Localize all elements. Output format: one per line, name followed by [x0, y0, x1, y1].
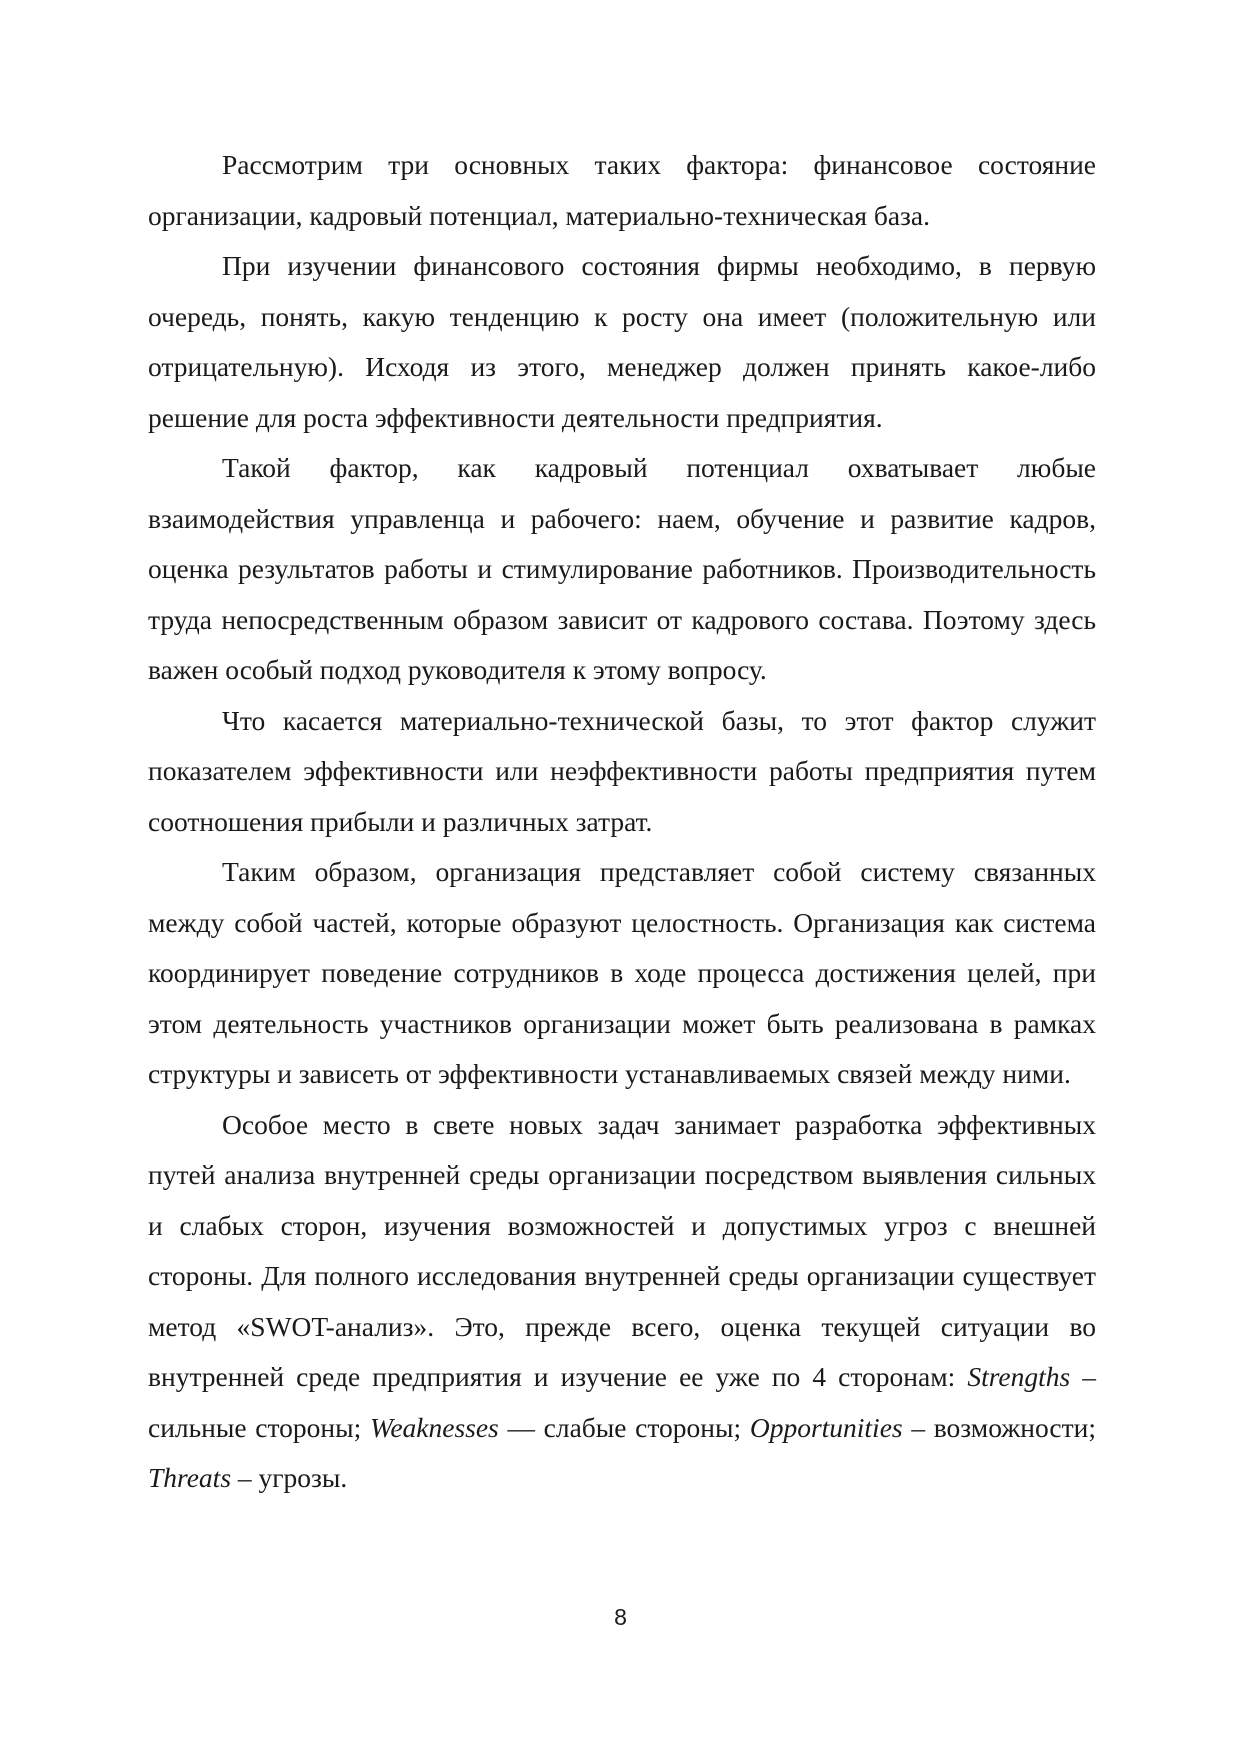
paragraph-financial-state: При изучении финансового состояния фирмы необходимо, в первую очередь, понять, какую тенденцию к росту она имеет (положительную или отрицательную). Исходя из этого, менеджер должен принять какое-либо решение для роста эффективности деятельности предприятия. — [148, 250, 1096, 433]
paragraph-material-base: Что касается материально-технической базы, то этот фактор служит показателем эффективности или неэффективности работы предприятия путем соотношения прибыли и различных затрат. — [148, 704, 1096, 837]
swot-term-strengths: Strengths — [967, 1361, 1071, 1392]
swot-term-threats: Threats — [148, 1462, 232, 1493]
paragraph-organization-system: Таким образом, организация представляет собой систему связанных между собой частей, которые образуют целостность. Организация как система координирует поведение сотрудников в ходе процесса достижения целей, при этом деятельность участников организации может быть реализована в рамках структуры и зависеть от эффективности устанавливаемых связей между ними. — [148, 856, 1096, 1089]
paragraph-swot-analysis — [148, 1100, 1096, 1504]
swot-desc-strengths: – сильные стороны; — [148, 1361, 1096, 1443]
swot-desc-opportunities: – возможности; — [902, 1411, 1096, 1443]
swot-desc-weaknesses: — слабые стороны; — [498, 1411, 750, 1443]
paragraph-personnel-potential: Такой фактор, как кадровый потенциал охватывает любые взаимодействия управленца и рабочего: наем, обучение и развитие кадров, оценка результатов работы и стимулирование работников. Производительность труда непосредственным образом зависит от кадрового состава. Поэтому здесь важен особый подход руководителя к этому вопросу. — [148, 452, 1096, 685]
page-number: 8 — [614, 1604, 627, 1630]
swot-term-opportunities: Opportunities — [749, 1411, 903, 1443]
page-body — [148, 140, 1096, 1504]
swot-desc-threats: – угрозы. — [231, 1462, 348, 1493]
swot-intro-text: Особое место в свете новых задач занимает разработка эффективных путей анализа внутренней среды организации посредством выявления сильных и слабых сторон, изучения возможностей и допустимых угроз с внешней стороны. Для полного исследования внутренней среды организации существует метод «SWOT-анализ». Это, прежде всего, оценка текущей ситуации во внутренней среде предприятия и изучение ее уже по 4 сторонам: — [148, 1108, 1096, 1392]
paragraph-factors-intro: Рассмотрим три основных таких фактора: финансовое состояние организации, кадровый потенциал, материально-техническая база. — [148, 149, 1096, 231]
swot-term-weaknesses: Weaknesses — [369, 1411, 499, 1443]
